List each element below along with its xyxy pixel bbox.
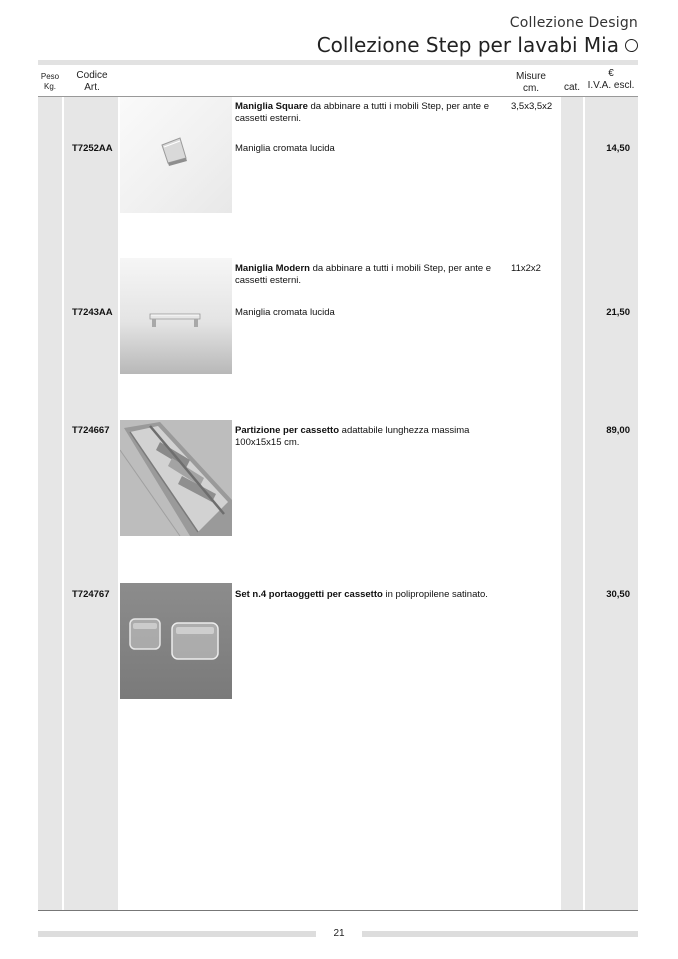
- product-measure: 11x2x2: [511, 263, 541, 274]
- col-misure: [508, 71, 554, 95]
- table-bottom-rule: [38, 910, 638, 911]
- product-desc-text: in polipropilene satinato.: [382, 589, 488, 600]
- product-description: [235, 425, 505, 449]
- product-price: 89,00: [606, 425, 630, 436]
- product-desc-text: adattabile lunghezza massima 100x15x15 cm.: [235, 425, 470, 448]
- page-title-text: Collezione Step per lavabi Mia: [316, 33, 619, 57]
- product-name: Maniglia Square: [235, 101, 308, 112]
- col-codice: [64, 70, 120, 94]
- product-desc-text: da abbinare a tutti i mobili Step, per ante e cassetti esterni.: [235, 101, 489, 124]
- product-code: T724667: [72, 425, 110, 436]
- col-price-line1: €: [608, 68, 614, 79]
- product-name: Set n.4 portaoggetti per cassetto: [235, 589, 383, 600]
- page-number: 21: [333, 928, 345, 939]
- product-image-storage-boxes: [120, 583, 232, 699]
- col-price: [584, 68, 638, 92]
- product-name: Maniglia Modern: [235, 263, 310, 274]
- header-divider: [38, 60, 638, 65]
- peso-column-stripe: [38, 97, 62, 910]
- col-peso: [38, 72, 62, 92]
- product-price: 21,50: [606, 307, 630, 318]
- product-code: T7252AA: [72, 143, 113, 154]
- product-image-modern-handle: [120, 258, 232, 374]
- circle-icon: [625, 39, 638, 52]
- col-misure-line1: Misure: [515, 71, 546, 82]
- product-image-square-handle: [120, 97, 232, 213]
- product-name: Partizione per cassetto: [235, 425, 340, 436]
- product-desc-text: da abbinare a tutti i mobili Step, per ante e cassetti esterni.: [235, 263, 492, 286]
- col-price-line2: I.V.A. escl.: [587, 80, 635, 91]
- col-codice-line2: Art.: [84, 82, 100, 93]
- product-finish: Maniglia cromata lucida: [235, 307, 335, 318]
- cat-column-stripe: [561, 97, 583, 910]
- price-column-stripe: [585, 97, 638, 910]
- product-description: [235, 589, 535, 601]
- page-title: [317, 33, 638, 57]
- col-misure-line2: cm.: [522, 83, 540, 94]
- product-image-drawer-partition: [120, 420, 232, 536]
- codice-column-stripe: [64, 97, 118, 910]
- product-price: 14,50: [606, 143, 630, 154]
- product-description: [235, 101, 505, 125]
- col-peso-line1: Peso: [40, 72, 60, 81]
- col-peso-line2: Kg.: [43, 82, 56, 91]
- product-code: T724767: [72, 589, 110, 600]
- product-description: [235, 263, 505, 287]
- product-measure: 3,5x3,5x2: [511, 101, 553, 112]
- product-code: T7243AA: [72, 307, 113, 318]
- col-cat: cat.: [563, 82, 581, 93]
- col-codice-line1: Codice: [76, 70, 108, 81]
- product-price: 30,50: [606, 589, 630, 600]
- collection-subtitle: Collezione Design: [509, 15, 638, 31]
- product-finish: Maniglia cromata lucida: [235, 143, 335, 154]
